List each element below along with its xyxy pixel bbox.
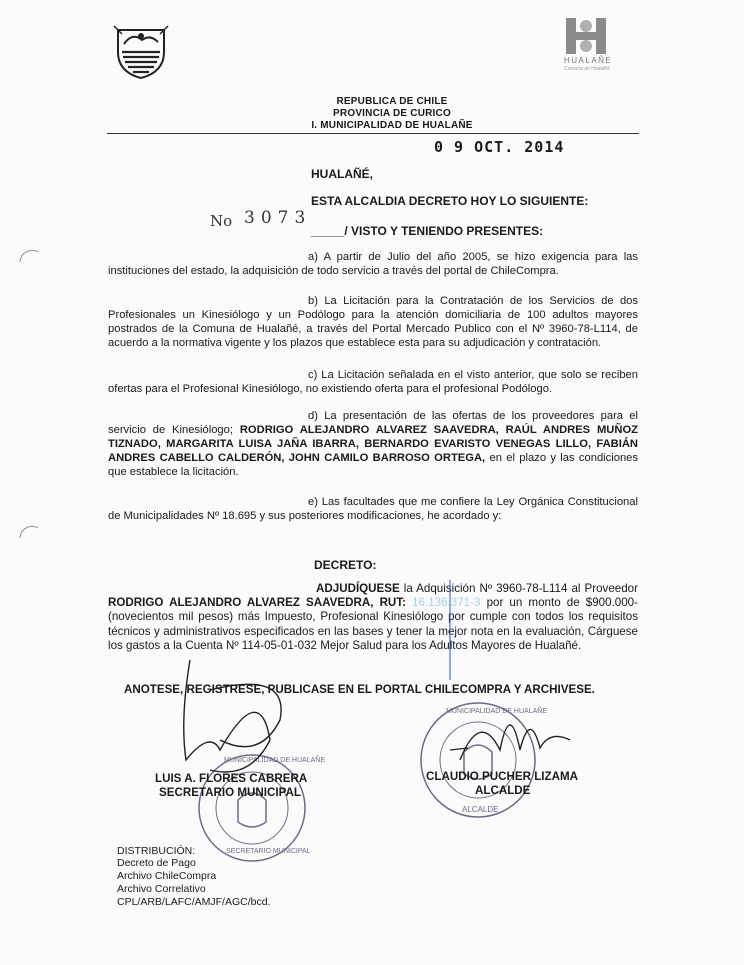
header-line-3: I. MUNICIPALIDAD DE HUALAÑE — [311, 120, 473, 131]
decree-number: 3073 — [244, 208, 312, 228]
punch-hole-bottom — [16, 524, 42, 550]
secretary-name: LUIS A. FLORES CABRERA — [155, 772, 308, 785]
distribution-item: Archivo ChileCompra — [117, 870, 217, 882]
mayor-seal-top-text: MUNICIPALIDAD DE HUALAÑE — [446, 708, 548, 715]
distribution-title: DISTRIBUCIÓN: — [117, 845, 196, 857]
distribution-item: Decreto de Pago — [117, 857, 196, 869]
clause-d — [108, 409, 638, 479]
punch-hole-top — [16, 248, 42, 274]
header-rule — [107, 133, 639, 134]
secretary-seal-top-text: MUNICIPALIDAD DE HUALAÑE — [224, 757, 326, 764]
clause-a: a) A partir de Julio del año 2005, se hizo exigencia para las instituciones del estado, la adquisición de todo servicio a través del portal de ChileCompra. — [108, 251, 638, 277]
logo-text: HUALAÑE — [564, 56, 613, 65]
coat-of-arms-emblem — [112, 22, 170, 80]
place-heading: HUALAÑÉ, — [311, 167, 373, 181]
decreto-text-1: la Adquisición Nº 3960-78-L114 al Proveedor — [403, 582, 638, 595]
logo-subtext: Comuna de Hualañé — [564, 66, 610, 72]
clause-d-end: en el plazo y las condiciones que establece la licitación. — [108, 452, 639, 478]
decreto-rut: 16.136.371-3 — [412, 596, 481, 610]
mayor-title: ALCALDE — [475, 784, 531, 797]
closing-statement: ANOTESE, REGISTRESE, PUBLICASE EN EL PORTAL CHILECOMPRA Y ARCHIVESE. — [124, 683, 595, 696]
clause-d-providers: RODRIGO ALEJANDRO ALVAREZ SAAVEDRA, RAÚL ANDRES MUÑOZ TIZNADO, MARGARITA LUISA JAÑA IBARRA, BERNARDO EVARISTO VENEGAS LILLO, FABIÁN ANDRES CABELLO CALDERÓN, JOHN CAMILO BARROSO ORTEGA, — [108, 424, 638, 464]
decreto-verb: ADJUDÍQUESE — [316, 582, 400, 595]
clause-b: b) La Licitación para la Contratación de los Servicios de dos Profesionales un Kinesiólogo y un Podólogo para la atención domiciliaria de 100 adultos mayores postrados de la Comuna de Hualañé, a través del Portal Mercado Publico con el Nº 3960-78-L114, de acuerdo a la normativa vigente y los plazos que establece esta para su adjudicación y contratación. — [108, 295, 638, 349]
secretary-seal-bottom-text: SECRETARIO MUNICIPAL — [226, 848, 311, 855]
intro-heading: ESTA ALCALDIA DECRETO HOY LO SIGUIENTE: — [311, 194, 589, 208]
decreto-heading: DECRETO: — [314, 558, 377, 572]
distribution-item: Archivo Correlativo — [117, 883, 206, 895]
document-corner-mark — [440, 580, 460, 680]
date-stamp: 0 9 OCT. 2014 — [434, 138, 565, 156]
mayor-signature — [440, 690, 590, 780]
secretary-title: SECRETARIO MUNICIPAL — [159, 786, 301, 799]
mayor-seal-bottom-text: ALCALDE — [462, 805, 499, 814]
secretary-signature — [150, 640, 310, 790]
clause-c: c) La Licitación señalada en el visto anterior, que solo se reciben ofertas para el Profesional Kinesiólogo, no existiendo oferta para el profesional Podólogo. — [108, 369, 638, 395]
header-line-2: PROVINCIA DE CURICO — [333, 108, 451, 119]
header-line-1: REPUBLICA DE CHILE — [336, 96, 448, 107]
visto-heading: _____/ VISTO Y TENIENDO PRESENTES: — [311, 224, 544, 238]
mayor-name: CLAUDIO PUCHER LIZAMA — [426, 770, 578, 783]
distribution-item: CPL/ARB/LAFC/AMJF/AGC/bcd. — [117, 896, 271, 908]
decree-number-label: No — [210, 212, 233, 230]
clause-d-intro: d) La presentación de las ofertas de los proveedores para el servicio de Kinesiólogo; — [108, 410, 638, 436]
clause-e: e) Las facultades que me confiere la Ley Orgánica Constitucional de Municipalidades Nº 18.695 y sus posteriores modificaciones, he acordado y: — [108, 496, 638, 522]
decreto-provider: RODRIGO ALEJANDRO ALVAREZ SAAVEDRA, RUT: — [108, 596, 406, 610]
hualane-logo-icon — [562, 14, 612, 56]
decreto-text-2: por un monto de $900.000- (novecientos mil pesos) más Impuesto, Profesional Kinesiólogo por cumple con todos los requisitos técnicos y administrativos especificados en las bases y tener la mejor nota en la evaluación, Cárguese los gastos a la Cuenta Nº 114-05-01-032 Mejor Salud para los Adultos Mayores de Hualañé. — [108, 596, 638, 652]
